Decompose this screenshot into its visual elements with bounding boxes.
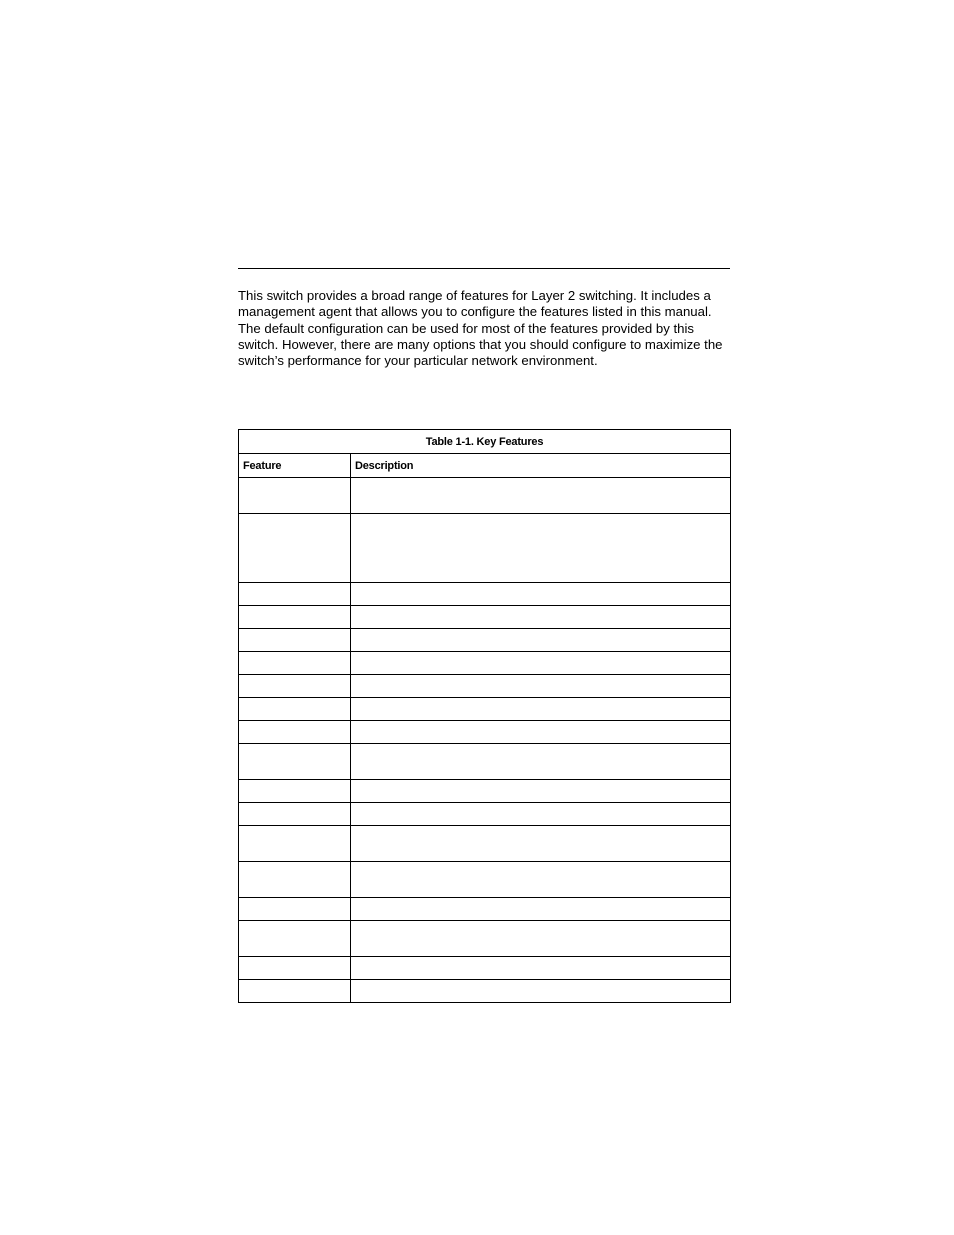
table-row <box>239 606 731 629</box>
table-row <box>239 721 731 744</box>
table-row <box>239 780 731 803</box>
table-row <box>239 803 731 826</box>
feature-cell <box>239 675 351 698</box>
table-row <box>239 826 731 862</box>
description-cell <box>351 803 731 826</box>
description-cell <box>351 780 731 803</box>
key-features-table <box>238 429 731 1003</box>
description-cell <box>351 652 731 675</box>
column-header-feature: Feature <box>239 454 351 478</box>
table-caption: Table 1-1. Key Features <box>239 430 731 454</box>
table-row <box>239 957 731 980</box>
table-row <box>239 698 731 721</box>
feature-cell <box>239 698 351 721</box>
table-row <box>239 478 731 514</box>
section-rule <box>238 268 730 269</box>
description-cell <box>351 606 731 629</box>
description-cell <box>351 514 731 583</box>
feature-cell <box>239 862 351 898</box>
feature-cell <box>239 478 351 514</box>
table-row <box>239 514 731 583</box>
feature-cell <box>239 803 351 826</box>
feature-cell <box>239 652 351 675</box>
description-cell <box>351 921 731 957</box>
description-cell <box>351 721 731 744</box>
feature-cell <box>239 629 351 652</box>
table-row <box>239 980 731 1003</box>
table-row <box>239 744 731 780</box>
intro-paragraph: This switch provides a broad range of features for Layer 2 switching. It includes a management agent that allows you to configure the features listed in this manual. The default configuration can be used for most of the features provided by this switch. However, there are many options that you should configure to maximize the switch’s performance for your particular network environment. <box>238 288 723 369</box>
description-cell <box>351 698 731 721</box>
feature-cell <box>239 780 351 803</box>
description-cell <box>351 980 731 1003</box>
feature-cell <box>239 721 351 744</box>
table-row <box>239 921 731 957</box>
feature-cell <box>239 898 351 921</box>
table-row <box>239 629 731 652</box>
table-row <box>239 652 731 675</box>
description-cell <box>351 957 731 980</box>
table-caption-row <box>239 430 731 454</box>
table-row <box>239 862 731 898</box>
feature-cell <box>239 606 351 629</box>
feature-cell <box>239 514 351 583</box>
description-cell <box>351 478 731 514</box>
description-cell <box>351 898 731 921</box>
feature-cell <box>239 583 351 606</box>
feature-cell <box>239 980 351 1003</box>
table-row <box>239 898 731 921</box>
description-cell <box>351 826 731 862</box>
description-cell <box>351 629 731 652</box>
table-row <box>239 675 731 698</box>
feature-cell <box>239 921 351 957</box>
description-cell <box>351 862 731 898</box>
feature-cell <box>239 744 351 780</box>
description-cell <box>351 583 731 606</box>
description-cell <box>351 675 731 698</box>
table-header-row <box>239 454 731 478</box>
feature-cell <box>239 826 351 862</box>
description-cell <box>351 744 731 780</box>
feature-cell <box>239 957 351 980</box>
table-row <box>239 583 731 606</box>
column-header-description: Description <box>351 454 731 478</box>
